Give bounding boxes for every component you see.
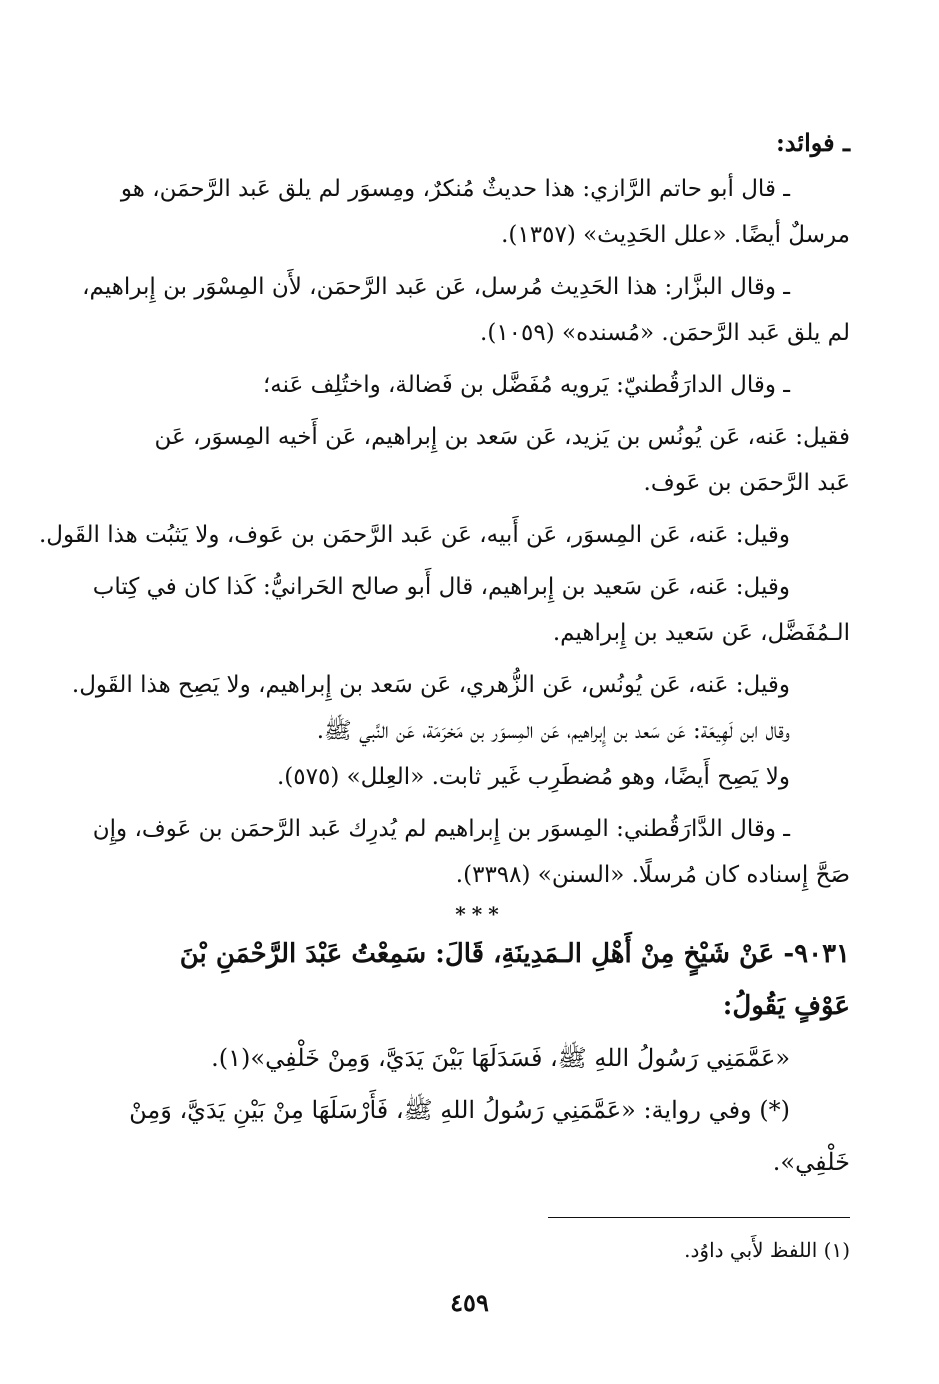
hadith-variant: خَلْفِي».	[772, 1148, 850, 1176]
note-line: فقيل: عَنه، عَن يُونُس بن يَزيد، عَن سَعد بن إِبراهيم، عَن أَخيه المِسوَر، عَن	[154, 424, 850, 450]
page-number: ٤٥٩	[450, 1288, 489, 1317]
footnote: (١) اللفظ لأَبي داوُد.	[684, 1238, 850, 1262]
section-heading: ـ فوائد:	[775, 128, 850, 157]
separator-stars: ***	[455, 902, 505, 926]
note-line: ـ وقال الدارَقُطنيّ: يَرويه مُفَضَّل بن فَضالة، واختُلِف عَنه؛	[263, 372, 790, 398]
hadith-heading: ٩٠٣١- عَنْ شَيْخٍ مِنْ أَهْلِ الـمَدِينَةِ، قَالَ: سَمِعْتُ عَبْدَ الرَّحْمَنِ بْنَ	[179, 939, 850, 969]
note-line: الـمُفَضَّل، عَن سَعيد بن إِبراهيم.	[552, 620, 850, 646]
note-line: وقيل: عَنه، عَن يُونُس، عَن الزُّهري، عَن سَعد بن إِبراهيم، ولا يَصِح هذا القَول.	[71, 672, 790, 698]
note-line: ولا يَصِح أَيضًا، وهو مُضطَرِب غَير ثابت. «العِلل» (٥٧٥).	[276, 764, 790, 790]
note-line: صَحَّ إِسناده كان مُرسلًا. «السنن» (٣٣٩٨).	[455, 862, 850, 888]
note-line: وقيل: عَنه، عَن المِسوَر، عَن أَبيه، عَن عَبد الرَّحمَن بن عَوف، ولا يَثبُت هذا القَول.	[38, 522, 790, 548]
page-body	[38, 120, 850, 1188]
note-line: ـ قال أبو حاتم الرَّازي: هذا حديثٌ مُنكرٌ، ومِسوَر لم يلق عَبد الرَّحمَن، هو	[120, 176, 790, 202]
note-line: لم يلق عَبد الرَّحمَن. «مُسنده» (١٠٥٩).	[480, 320, 850, 346]
hadith-text: «عَمَّمَنِي رَسُولُ اللهِ ﷺ، فَسَدَلَهَا بَيْنَ يَدَيَّ، وَمِنْ خَلْفِي»(١).	[211, 1044, 790, 1072]
note-line: مرسلٌ أيضًا. «علل الحَدِيث» (١٣٥٧).	[501, 222, 850, 248]
note-line: عَبد الرَّحمَن بن عَوف.	[643, 470, 850, 496]
note-line: ـ وقال البزَّار: هذا الحَدِيث مُرسل، عَن عَبد الرَّحمَن، لأَن المِسْوَر بن إِبراهيم،	[82, 274, 790, 300]
hadith-variant: (*) وفي رواية: «عَمَّمَنِي رَسُولُ اللهِ ﷺ، فَأَرْسَلَهَا مِنْ بَيْنِ يَدَيَّ، وَمِنْ	[129, 1096, 790, 1124]
note-line: ـ وقال الدَّارَقُطني: المِسوَر بن إِبراهيم لم يُدرِك عَبد الرَّحمَن بن عَوف، وإِن	[92, 816, 790, 842]
footnote-divider	[548, 1217, 850, 1218]
note-line: وقيل: عَنه، عَن سَعيد بن إِبراهيم، قال أَبو صالح الحَرانيُّ: كَذا كان في كِتاب	[92, 574, 790, 600]
note-line: وقال ابن لَهِيعَة: عَن سَعد بن إِبراهيم، عَن المِسوَر بن مَخرَمَة، عَن النَّبي ﷺ.	[316, 718, 790, 744]
hadith-heading: عَوْفٍ يَقُولُ:	[722, 991, 850, 1021]
